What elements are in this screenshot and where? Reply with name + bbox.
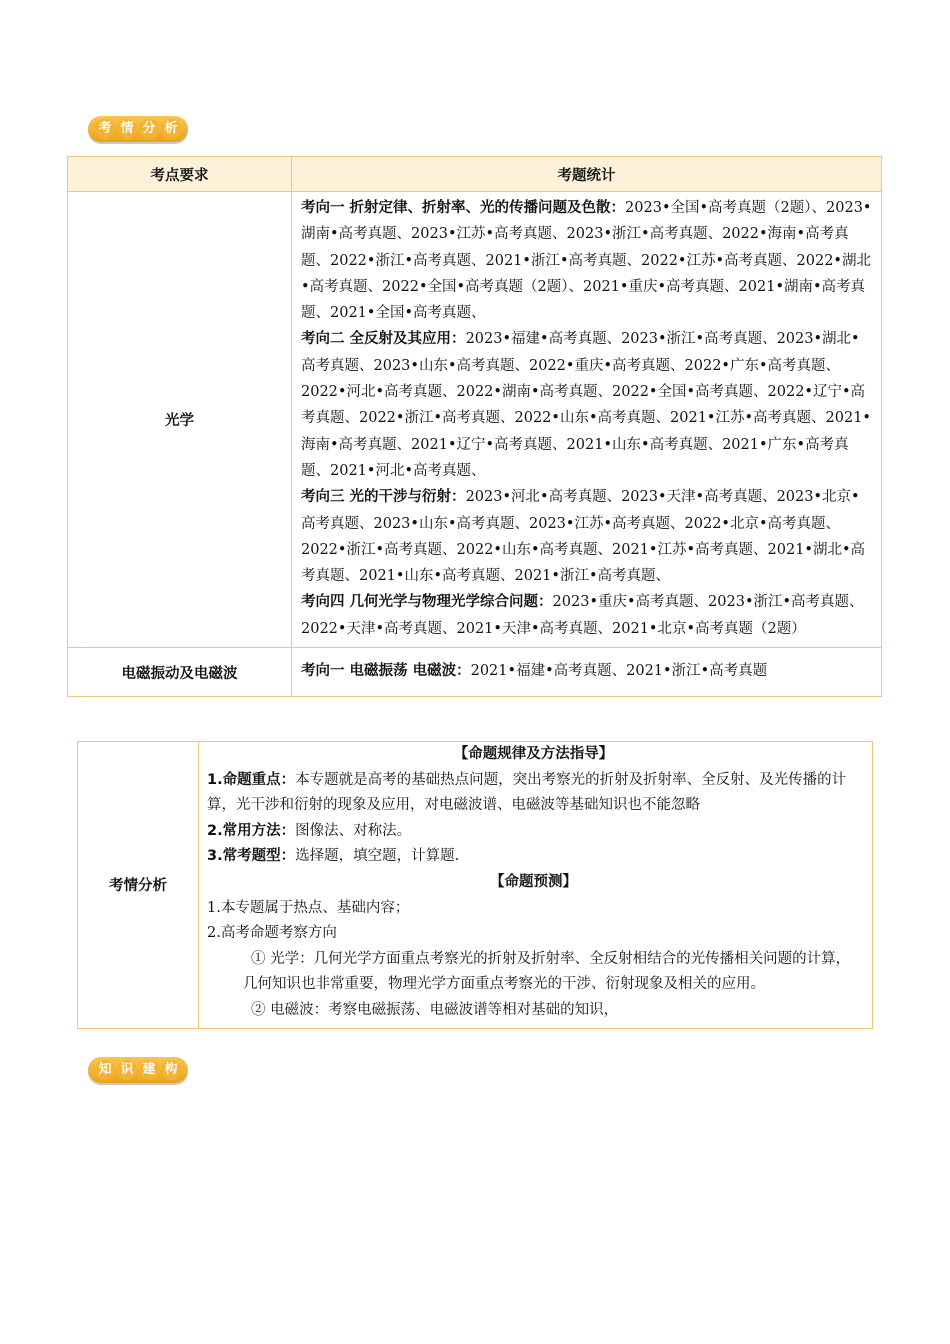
statistics-cell [292, 648, 882, 697]
direction-heading: 考向一 折射定律、折射率、光的传播问题及色散： [301, 200, 626, 216]
badge-char: 析 [161, 119, 181, 139]
point-heading: 2.常用方法： [207, 822, 296, 839]
forecast-item: 1.本专题属于热点、基础内容； [207, 899, 410, 916]
forecast-item: 2.高考命题考察方向 [207, 925, 337, 942]
direction-body: 2023•重庆•高考真题、2023•浙江•高考真题、2022•天津•高考真题、2021•天津•高考真题、2021•北京•高考真题（2题） [301, 594, 864, 637]
table-row [68, 648, 882, 697]
direction-item [301, 326, 873, 484]
badge-char: 分 [139, 119, 159, 139]
badge-char: 识 [117, 1060, 137, 1080]
table-row [78, 742, 873, 1029]
point-body: 本专题就是高考的基础热点问题，突出考察光的折射及折射率、全反射、及光传播的计算，光干涉和衍射的现象及应用，对电磁波谱、电磁波等基础知识也不能忽略 [207, 771, 847, 814]
table-row [68, 192, 882, 648]
forecast-title: 【命题预测】 [490, 873, 577, 890]
exam-statistics-table [67, 156, 882, 697]
direction-body: 2023•全国•高考真题（2题）、2023•湖南•高考真题、2023•江苏•高考真题、2023•浙江•高考真题、2022•海南•高考真题、2022•浙江•高考真题、2021•浙江•高考真题、2022•江苏•高考真题、2022•湖北•高考真题、2022•全国•高考真题（2题）、2021•重庆•高考真题、2021•湖南•高考真题、2021•全国•高考真题、 [301, 200, 872, 322]
topic-cell: 电磁振动及电磁波 [68, 648, 292, 697]
badge-char: 构 [161, 1060, 181, 1080]
direction-heading: 考向二 全反射及其应用： [301, 331, 466, 348]
analysis-content [199, 742, 873, 1029]
topic-cell: 光学 [68, 192, 292, 648]
direction-heading: 考向三 光的干涉与衍射： [301, 489, 466, 506]
badge-char: 情 [117, 119, 137, 139]
point-body: 选择题，填空题，计算题. [295, 848, 460, 865]
table-header-row [68, 157, 882, 192]
point-item [207, 844, 860, 870]
direction-body: 2023•河北•高考真题、2023•天津•高考真题、2023•北京•高考真题、2023•山东•高考真题、2023•江苏•高考真题、2022•北京•高考真题、2022•浙江•高考真题、2022•山东•高考真题、2021•江苏•高考真题、2021•湖北•高考真题、2021•山东•高考真题、2021•浙江•高考真题、 [301, 489, 866, 585]
direction-item [301, 658, 873, 684]
direction-item [301, 589, 873, 642]
forecast-subitem: ① 光学：几何光学方面重点考察光的折射及折射率、全反射相结合的光传播相关问题的计算，几何知识也非常重要，物理光学方面重点考察光的干涉、衍射现象及相关的应用。 [243, 950, 851, 993]
point-item [207, 819, 860, 845]
rules-title: 【命题规律及方法指导】 [453, 746, 614, 762]
badge-char: 考 [95, 119, 115, 139]
analysis-label: 考情分析 [78, 742, 199, 1029]
point-body: 图像法、对称法。 [295, 822, 412, 839]
direction-item [301, 195, 873, 326]
direction-item [301, 484, 873, 589]
direction-body: 2023•福建•高考真题、2023•浙江•高考真题、2023•湖北•高考真题、2023•山东•高考真题、2022•重庆•高考真题、2022•广东•高考真题、2022•河北•高考真题、2022•湖南•高考真题、2022•全国•高考真题、2022•辽宁•高考真题、2022•浙江•高考真题、2022•山东•高考真题、2021•江苏•高考真题、2021•海南•高考真题、2021•辽宁•高考真题、2021•山东•高考真题、2021•广东•高考真题、2021•河北•高考真题、 [301, 331, 871, 479]
direction-body: 2021•福建•高考真题、2021•浙江•高考真题 [470, 663, 768, 680]
forecast-subitem: ② 电磁波：考察电磁振荡、电磁波谱等相对基础的知识， [251, 1001, 619, 1018]
column-header-requirement: 考点要求 [68, 157, 292, 192]
direction-heading: 考向四 几何光学与物理光学综合问题： [301, 594, 553, 611]
statistics-cell [292, 192, 882, 648]
section-badge-analysis [88, 116, 188, 142]
point-heading: 3.常考题型： [207, 848, 296, 865]
analysis-table [77, 741, 873, 1029]
badge-char: 知 [95, 1060, 115, 1080]
point-item [207, 768, 860, 819]
section-badge-knowledge [88, 1057, 188, 1083]
point-heading: 1.命题重点： [207, 771, 296, 788]
column-header-statistics: 考题统计 [292, 157, 882, 192]
badge-char: 建 [139, 1060, 159, 1080]
direction-heading: 考向一 电磁振荡 电磁波： [301, 663, 471, 680]
